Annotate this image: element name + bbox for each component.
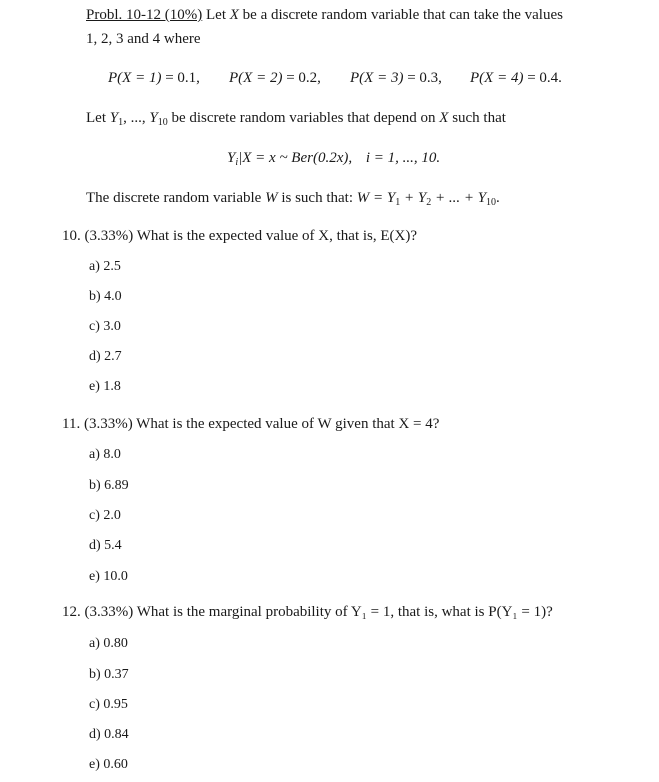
cond-sub: i <box>235 157 239 168</box>
q10-option-d[interactable]: d) 2.7 <box>89 349 122 364</box>
q11-option-c[interactable]: c) 2.0 <box>89 508 121 523</box>
pmf-2-lhs: P(X = 2) <box>229 70 283 86</box>
y1-subscript: 1 <box>118 117 124 128</box>
intro-let: Let <box>206 7 226 23</box>
q10-option-b[interactable]: b) 4.0 <box>89 289 122 304</box>
q10-option-a[interactable]: a) 2.5 <box>89 259 121 274</box>
question-number: 10. <box>62 228 81 244</box>
cond-index: i = 1, ..., 10. <box>365 150 441 166</box>
q11-option-b[interactable]: b) 6.89 <box>89 478 129 493</box>
y-intro-rest: be discrete random variables that depend on <box>171 110 436 126</box>
question-11 <box>62 416 439 433</box>
intro-rest: be a discrete random variable that can take the values <box>242 7 563 23</box>
y10-subscript: 10 <box>157 117 168 128</box>
pmf-3-lhs: P(X = 3) <box>350 70 404 86</box>
y1-symbol: Y <box>109 110 119 126</box>
pmf-4-rhs: = 0.4. <box>527 70 562 86</box>
pmf-1-rhs: = 0.1, <box>165 70 200 86</box>
y-intro-var-x: X <box>439 110 449 126</box>
var-x: X <box>229 7 239 23</box>
q10-option-e[interactable]: e) 1.8 <box>89 379 121 394</box>
question-10 <box>62 228 417 245</box>
pmf-line <box>108 70 200 87</box>
pmf-4-lhs: P(X = 4) <box>470 70 524 86</box>
cond-y: Y <box>227 150 236 166</box>
question-text: (3.33%) What is the marginal probability of Y₁ = 1, that is, what is P(Y₁ = 1)? <box>84 604 553 620</box>
pmf-1-lhs: P(X = 1) <box>108 70 162 86</box>
q10-option-c[interactable]: c) 3.0 <box>89 319 121 334</box>
values-line: 1, 2, 3 and 4 where <box>86 31 201 47</box>
q12-option-c[interactable]: c) 0.95 <box>89 697 128 712</box>
question-number: 12. <box>62 604 81 620</box>
w-line <box>86 190 500 207</box>
y10-symbol: Y <box>149 110 158 126</box>
w-sub-2: 2 <box>426 197 432 208</box>
w-symbol: W <box>265 190 278 206</box>
y-intro-end: such that <box>452 110 506 126</box>
w-eq: W = Y <box>356 190 396 206</box>
pmf-2-rhs: = 0.2, <box>286 70 321 86</box>
q12-option-b[interactable]: b) 0.37 <box>89 667 129 682</box>
w-text: The discrete random variable <box>86 190 262 206</box>
q12-option-d[interactable]: d) 0.84 <box>89 727 129 742</box>
q11-option-d[interactable]: d) 5.4 <box>89 538 122 553</box>
q12-option-a[interactable]: a) 0.80 <box>89 636 128 651</box>
pmf-3-rhs: = 0.3, <box>407 70 442 86</box>
question-number: 11. <box>62 416 81 432</box>
question-12 <box>62 604 553 621</box>
pmf-3 <box>350 70 442 87</box>
y-dots: , ..., <box>123 110 146 126</box>
problem-intro <box>86 7 563 24</box>
y-intro-line <box>86 110 506 127</box>
w-sub-1: 1 <box>395 197 401 208</box>
q12-option-e[interactable]: e) 0.60 <box>89 757 128 772</box>
w-end: . <box>496 190 500 206</box>
problem-label: Probl. 10-12 (10%) <box>86 7 203 23</box>
pmf-2 <box>229 70 321 87</box>
w-sub-10: 10 <box>486 197 497 208</box>
q11-option-a[interactable]: a) 8.0 <box>89 447 121 462</box>
conditional-line <box>227 150 440 167</box>
pmf-4 <box>470 70 562 87</box>
w-plus-2: + Y <box>403 190 427 206</box>
w-plus-dots: + ... + Y <box>434 190 487 206</box>
q11-option-e[interactable]: e) 10.0 <box>89 569 128 584</box>
w-mid: is such that: <box>281 190 354 206</box>
y-intro-let: Let <box>86 110 106 126</box>
question-text: (3.33%) What is the expected value of W given that X = 4? <box>83 416 440 432</box>
cond-rest: |X = x ~ Ber(0.2x), <box>238 150 353 166</box>
question-text: (3.33%) What is the expected value of X, that is, E(X)? <box>84 228 418 244</box>
